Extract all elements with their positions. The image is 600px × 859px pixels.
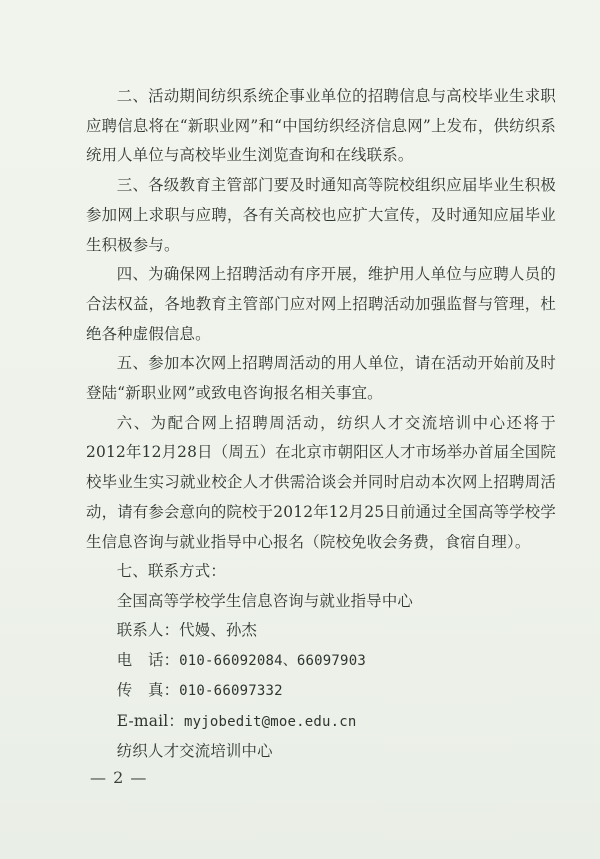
contact-phone-value: 010-66092084、66097903 <box>179 652 366 669</box>
contact-fax-value: 010-66097332 <box>179 683 283 700</box>
contact-fax-label: 传 真： <box>116 681 180 700</box>
contact-email-value: myjobedit@moe.edu.cn <box>183 713 357 730</box>
contact-email-line <box>86 707 556 738</box>
document-body <box>86 82 556 767</box>
paragraph-2: 二、活动期间纺织系统企事业单位的招聘信息与高校毕业生求职应聘信息将在“新职业网”和“中国纺织经济信息网”上发布，供纺织系统用人单位与高校毕业生浏览查询和在线联系。 <box>86 87 556 165</box>
page-number: — 2 — <box>90 768 148 787</box>
contact-org-1: 全国高等学校学生信息咨询与就业指导中心 <box>116 591 414 610</box>
contact-person-label: 联系人： <box>116 621 180 640</box>
contact-org-2: 纺织人才交流培训中心 <box>116 742 273 761</box>
paragraph-4: 四、为确保网上招聘活动有序开展，维护用人单位与应聘人员的合法权益，各地教育主管部门应对网上招聘活动加强监督与管理，杜绝各种虚假信息。 <box>86 265 556 343</box>
paragraph-5: 五、参加本次网上招聘周活动的用人单位，请在活动开始前及时登陆“新职业网”或致电咨询报名相关事宜。 <box>86 354 556 403</box>
contact-section <box>86 557 556 767</box>
contact-fax-line <box>86 676 556 707</box>
contact-person-value: 代嫚、孙杰 <box>179 621 258 640</box>
paragraph-6: 六、为配合网上招聘周活动，纺织人才交流培训中心还将于2012年12月28日（周五）在北京市朝阳区人才市场举办首届全国院校毕业生实习就业校企人才供需洽谈会并同时启动本次网上招聘周活动，请有参会意向的院校于2012年12月25日前通过全国高等学校学生信息咨询与就业指导中心报名（院校免收会务费，食宿自理）。 <box>86 413 556 551</box>
contact-person-line <box>86 616 556 646</box>
contact-phone-line <box>86 646 556 677</box>
paragraph-3: 三、各级教育主管部门要及时通知高等院校组织应届毕业生积极参加网上求职与应聘，各有关高校也应扩大宣传，及时通知应届毕业生积极参与。 <box>86 176 556 254</box>
contact-phone-label: 电 话： <box>116 650 180 669</box>
contact-heading: 七、联系方式： <box>116 562 226 581</box>
contact-email-label: E-mail： <box>116 711 184 730</box>
